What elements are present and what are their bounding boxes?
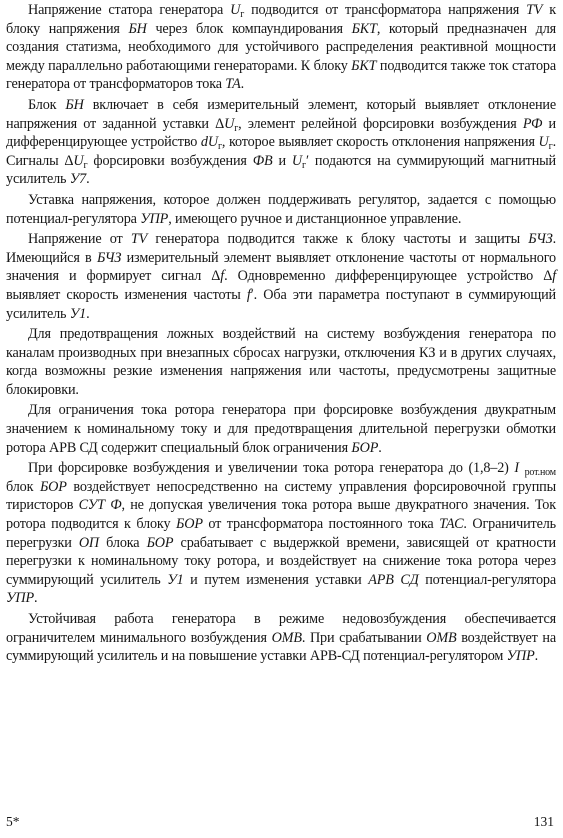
paragraph: Блок БН включает в себя измерительный элемент, который выявляет отклонение напряжения от заданной уставки $\Delta U_г$, элемент релейной форсировки возбуждения РФ и дифференцирующее устройство $dU_г$, которое выявляет скорость отклонения напряжения $U_г$. Сигналы $\Delta U_г$ форсировки возбуждения ФВ и $U_г'$ подаются на суммирующий магнитный усилитель У7. xyxy=(6,96,556,188)
paragraph: Для предотвращения ложных воздействий на систему возбуждения генератора по каналам производных при внезапных сбросах нагрузки, отключения КЗ и в других случаях, когда возможны резкие изменения напряжения или частоты, предусмотрены защитные блокировки. xyxy=(6,326,556,398)
page-number: 131 xyxy=(533,814,554,829)
paragraph: Напряжение статора генератора $U_г$ подводится от трансформатора напряжения TV к блоку напряжения БН через блок компаундирования БКТ, который предназначен для создания статизма, необходимого для устойчивого распределения реактивной мощности между параллельно работающими генераторами. К блоку БКТ подводится также ток статора генератора от трансформаторов тока ТА. xyxy=(6,2,557,93)
paragraph: Устойчивая работа генератора в режиме недовозбуждения обеспечивается ограничителем минимального возбуждения ОМВ. При срабатывании ОМВ воздействует на суммирующий усилитель и на повышение уставки АРВ-СД потенциал-регулятором УПР. xyxy=(6,611,556,665)
paragraph: Напряжение от TV генератора подводится также к блоку частоты и защиты БЧЗ. Имеющийся в БЧЗ измерительный элемент выявляет отклонение частоты от нормального значения и формирует сигнал Δf. Одновременно дифференцирующее устройство Δf выявляет скорость изменения частоты f′. Оба эти параметра поступают в суммирующий усилитель У1. xyxy=(6,231,557,322)
paragraph: При форсировке возбуждения и увеличении тока ротора генератора до (1,8–2) I $_{рот.ном}$ блок БОР воздействует непосредственно на систему управления форсировочной группы тиристоров СУТ Ф, не допуская увеличения тока ротора выше двукратного значения. Ток ротора подводится к блоку БОР от трансформатора постоянного тока ТАС. Ограничитель перегрузки ОП блока БОР срабатывает с выдержкой времени, зависящей от кратности перегрузки к номинальному току ротора, и воздействует на снижение тока ротора через суммирующий усилитель У1 и путем изменения уставки АРВ СД потенциал-регулятора УПР. xyxy=(6,460,556,607)
paragraph: Для ограничения тока ротора генератора при форсировке возбуждения двукратным значением к номинальному току и для предотвращения длительной перегрузки обмотки ротора АРВ СД содержит специальный блок ограничения БОР. xyxy=(6,402,556,456)
page-body xyxy=(6,1,556,666)
printer-signature: 5* xyxy=(6,814,20,829)
page-footer xyxy=(6,814,554,832)
paragraph: Уставка напряжения, которое должен поддерживать регулятор, задается с помощью потенциал-регулятора УПР, имеющего ручное и дистанционное управление. xyxy=(6,191,556,227)
